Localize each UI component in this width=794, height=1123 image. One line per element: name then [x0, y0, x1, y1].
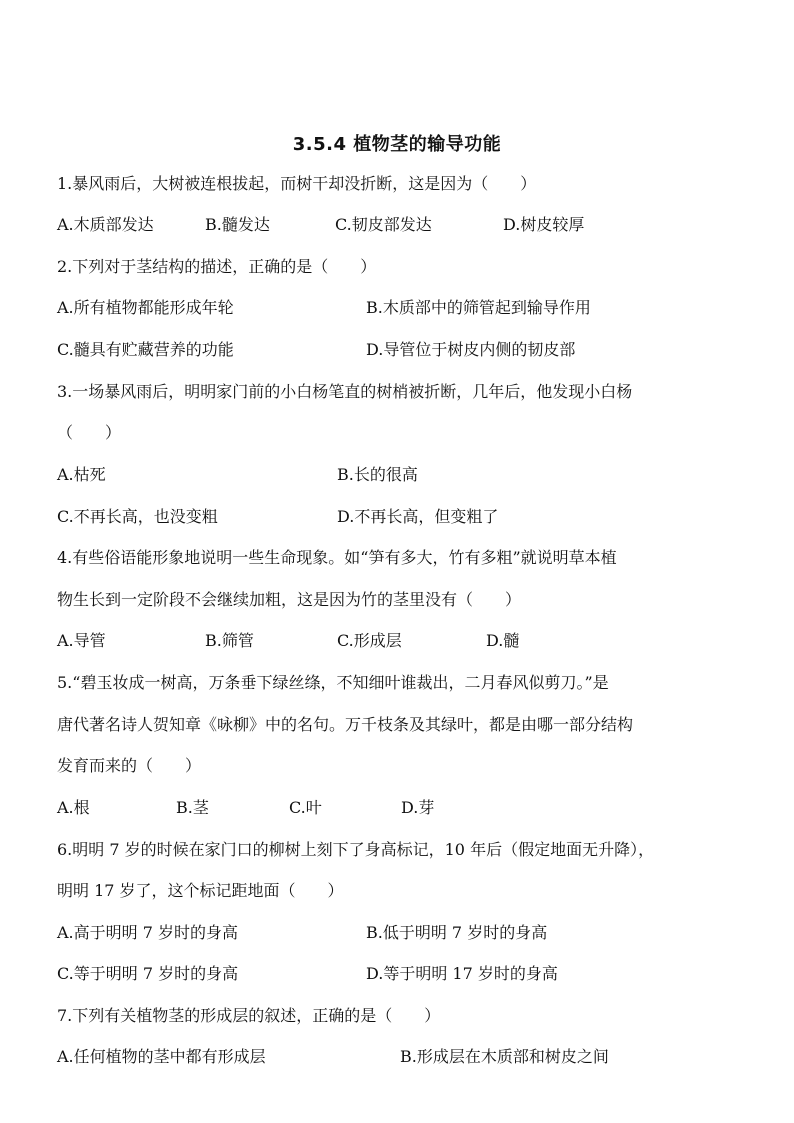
question-1-option-b: B.髓发达	[205, 215, 270, 234]
question-7-option-b: B.形成层在木质部和树皮之间	[400, 1047, 609, 1066]
question-4-option-d: D.髓	[486, 631, 520, 650]
question-6-option-b: B.低于明明 7 岁时的身高	[366, 923, 548, 942]
question-2-option-b: B.木质部中的筛管起到输导作用	[366, 298, 591, 317]
question-4-stem-line-2: 物生长到一定阶段不会继续加粗，这是因为竹的茎里没有（ ）	[57, 590, 522, 609]
question-3-option-d: D.不再长高，但变粗了	[337, 507, 499, 526]
question-7-option-a: A.任何植物的茎中都有形成层	[57, 1047, 266, 1066]
question-2-option-a: A.所有植物都能形成年轮	[57, 298, 234, 317]
question-5-option-d: D.芽	[401, 798, 435, 817]
question-6-stem-line-1: 6.明明 7 岁的时候在家门口的柳树上刻下了身高标记，10 年后（假定地面无升降），	[57, 840, 655, 859]
question-2-option-c: C.髓具有贮藏营养的功能	[57, 340, 234, 359]
question-5-stem-line-3: 发育而来的（ ）	[57, 756, 202, 775]
question-3-stem-line-1: 3.一场暴风雨后，明明家门前的小白杨笔直的树梢被折断，几年后，他发现小白杨	[57, 382, 633, 401]
question-1-option-d: D.树皮较厚	[503, 215, 585, 234]
question-4-stem-line-1: 4.有些俗语能形象地说明一些生命现象。如“笋有多大，竹有多粗”就说明草本植	[57, 548, 617, 567]
question-3-option-b: B.长的很高	[337, 465, 418, 484]
question-2-option-d: D.导管位于树皮内侧的韧皮部	[366, 340, 576, 359]
question-3-option-c: C.不再长高，也没变粗	[57, 507, 218, 526]
question-1-stem: 1.暴风雨后，大树被连根拔起，而树干却没折断，这是因为（ ）	[57, 174, 537, 193]
question-5-stem-line-1: 5.“碧玉妆成一树高，万条垂下绿丝绦，不知细叶谁裁出，二月春风似剪刀。”是	[57, 673, 609, 692]
question-4-option-b: B.筛管	[205, 631, 254, 650]
question-1-option-c: C.韧皮部发达	[335, 215, 432, 234]
question-5-option-a: A.根	[57, 798, 90, 817]
question-6-option-c: C.等于明明 7 岁时的身高	[57, 964, 239, 983]
question-3-stem-line-2: （ ）	[57, 423, 122, 442]
question-5-option-b: B.茎	[176, 798, 209, 817]
question-5-stem-line-2: 唐代著名诗人贺知章《咏柳》中的名句。万千枝条及其绿叶，都是由哪一部分结构	[57, 715, 634, 734]
question-1-option-a: A.木质部发达	[57, 215, 154, 234]
question-2-stem: 2.下列对于茎结构的描述，正确的是（ ）	[57, 257, 377, 276]
question-6-option-a: A.高于明明 7 岁时的身高	[57, 923, 238, 942]
question-3-option-a: A.枯死	[57, 465, 106, 484]
question-7-stem: 7.下列有关植物茎的形成层的叙述，正确的是（ ）	[57, 1006, 441, 1025]
question-6-option-d: D.等于明明 17 岁时的身高	[366, 964, 558, 983]
question-4-option-a: A.导管	[57, 631, 106, 650]
question-6-stem-line-2: 明明 17 岁了，这个标记距地面（ ）	[57, 881, 344, 900]
page-title: 3.5.4 植物茎的输导功能	[292, 134, 502, 155]
question-4-option-c: C.形成层	[337, 631, 402, 650]
question-5-option-c: C.叶	[289, 798, 322, 817]
